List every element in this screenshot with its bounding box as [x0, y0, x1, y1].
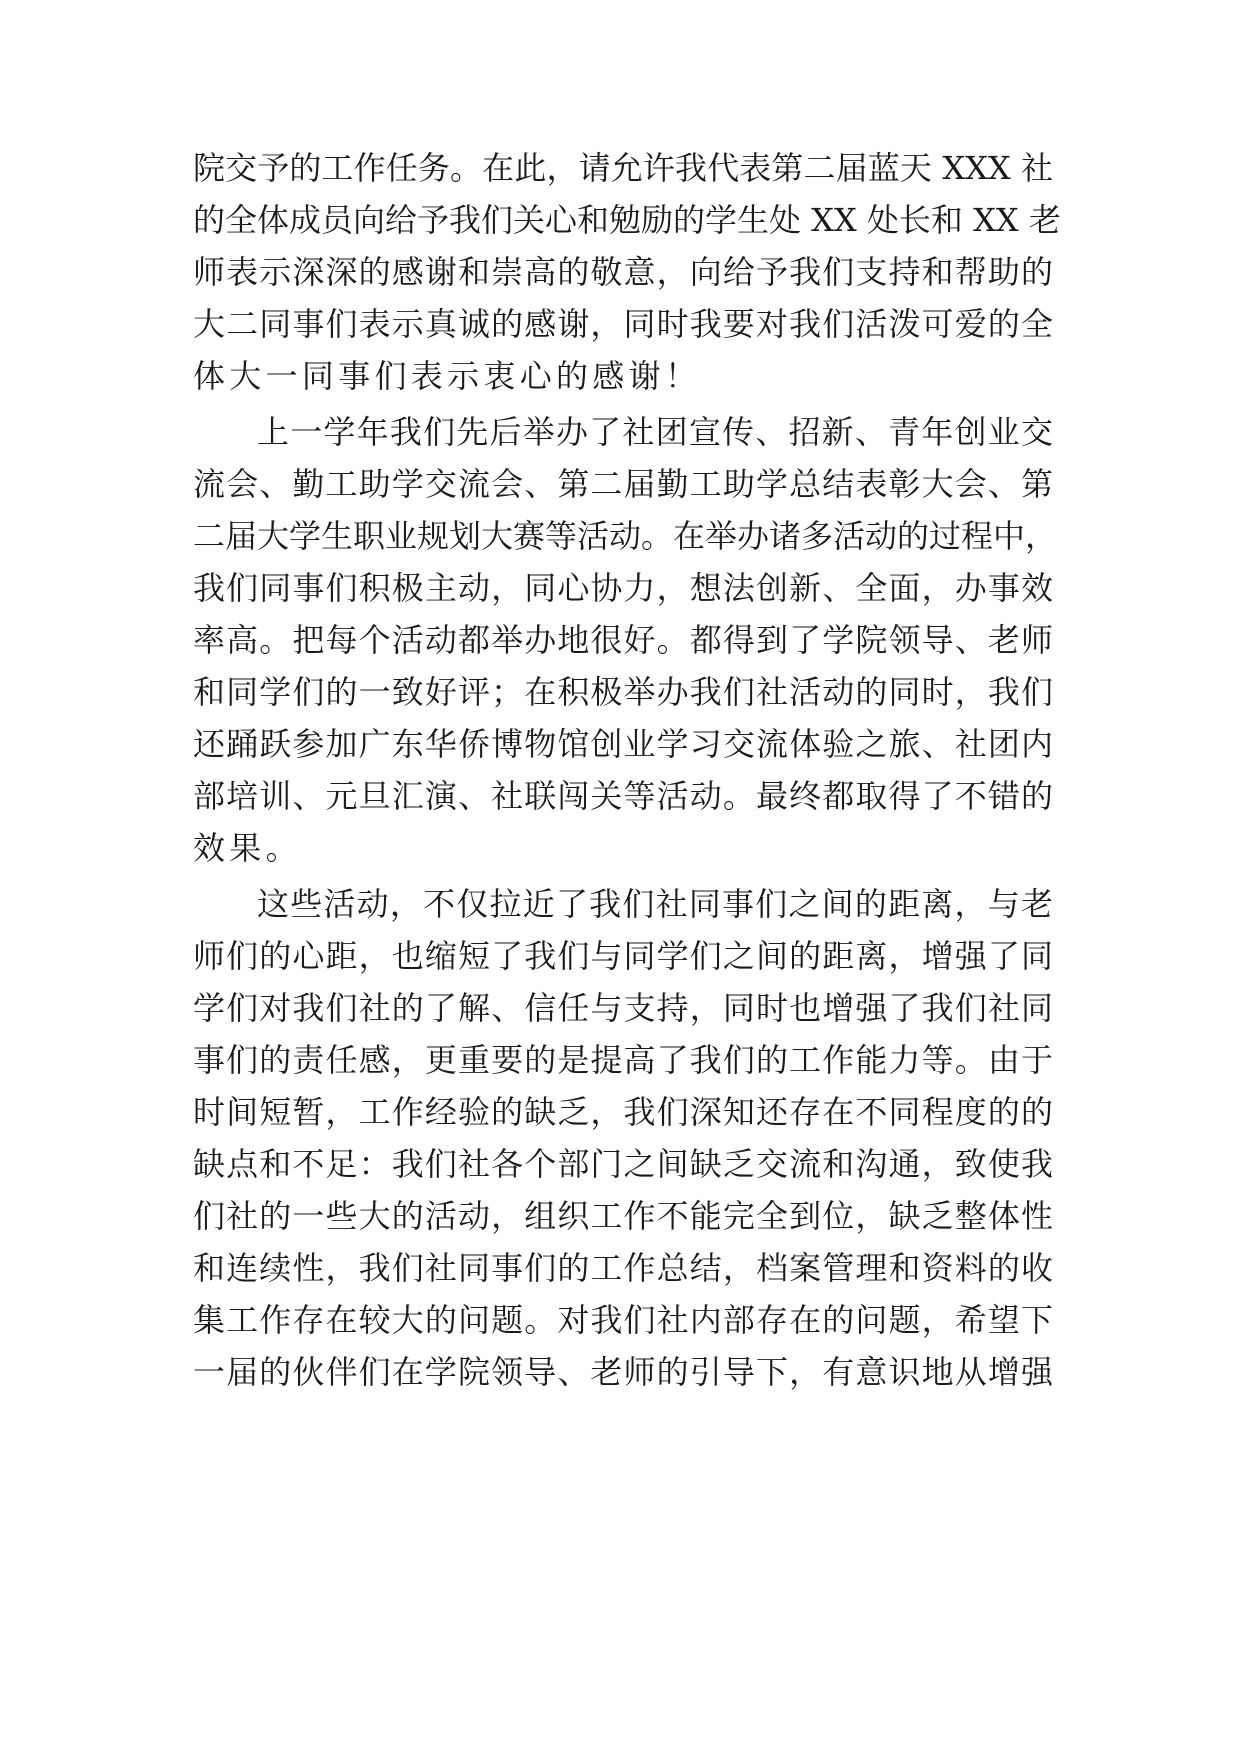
text-line: 事们的责任感，更重要的是提高了我们的工作能力等。由于: [193, 1041, 1053, 1079]
text-line: 时间短暂，工作经验的缺乏，我们深知还存在不同程度的的: [193, 1093, 1053, 1131]
text-line: 和连续性，我们社同事们的工作总结，档案管理和资料的收: [193, 1249, 1053, 1287]
text-line: 这些活动，不仅拉近了我们社同事们之间的距离，与老: [257, 885, 1053, 923]
text-line: 学们对我们社的了解、信任与支持，同时也增强了我们社同: [193, 989, 1053, 1027]
text-line: 的全体成员向给予我们关心和勉励的学生处 XX 处长和 XX 老: [193, 201, 1061, 239]
text-line: 率高。把每个活动都举办地很好。都得到了学院领导、老师: [193, 621, 1053, 659]
text-line: 院交予的工作任务。在此，请允许我代表第二届蓝天 XXX 社: [193, 149, 1053, 187]
text-line: 体大一同事们表示衷心的感谢！: [193, 357, 702, 395]
text-line: 和同学们的一致好评；在积极举办我们社活动的同时，我们: [193, 673, 1053, 711]
text-line: 上一学年我们先后举办了社团宣传、招新、青年创业交: [257, 413, 1053, 451]
text-line: 们社的一些大的活动，组织工作不能完全到位，缺乏整体性: [193, 1197, 1053, 1235]
text-line: 师们的心距，也缩短了我们与同学们之间的距离，增强了同: [193, 937, 1053, 975]
text-line: 流会、勤工助学交流会、第二届勤工助学总结表彰大会、第: [193, 465, 1053, 503]
text-line: 二届大学生职业规划大赛等活动。在举办诸多活动的过程中，: [193, 517, 1058, 555]
text-line: 还踊跃参加广东华侨博物馆创业学习交流体验之旅、社团内: [193, 725, 1053, 763]
text-line: 大二同事们表示真诚的感谢，同时我要对我们活泼可爱的全: [193, 305, 1053, 343]
text-line: 一届的伙伴们在学院领导、老师的引导下，有意识地从增强: [193, 1353, 1053, 1391]
text-line: 师表示深深的感谢和崇高的敬意，向给予我们支持和帮助的: [193, 253, 1053, 291]
text-line: 部培训、元旦汇演、社联闯关等活动。最终都取得了不错的: [193, 777, 1053, 815]
text-line: 集工作存在较大的问题。对我们社内部存在的问题，希望下: [193, 1301, 1053, 1339]
text-line: 效果。: [193, 829, 302, 867]
text-line: 缺点和不足：我们社各个部门之间缺乏交流和沟通，致使我: [193, 1145, 1053, 1183]
text-line: 我们同事们积极主动，同心协力，想法创新、全面，办事效: [193, 569, 1053, 607]
